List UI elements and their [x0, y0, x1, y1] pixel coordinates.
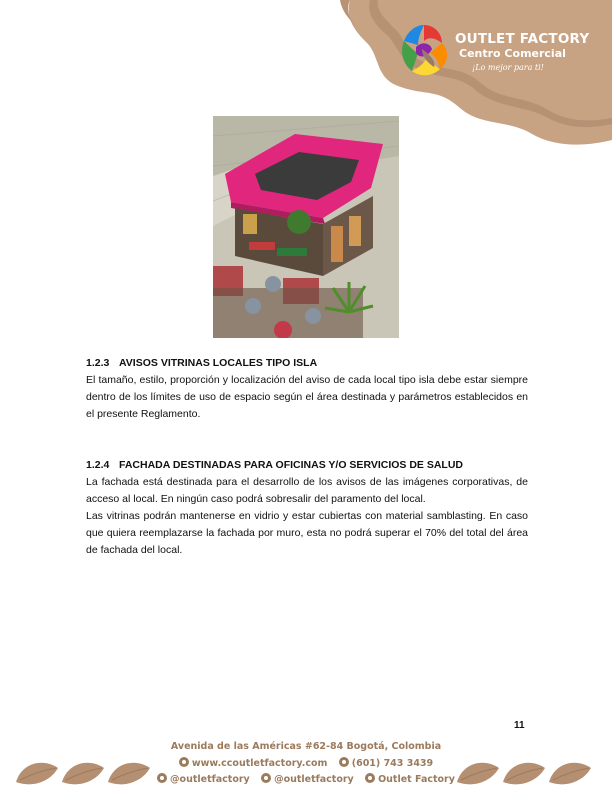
footer-facebook-link[interactable]: Outlet Factory: [378, 774, 455, 785]
instagram-icon: [157, 773, 167, 783]
kiosk-island-photo: [213, 116, 399, 338]
page-number: 11: [514, 720, 525, 731]
section-heading: [86, 357, 317, 369]
section-paragraph: La fachada está destinada para el desarrollo de los avisos de las imágenes corporativas, de acceso al local. En ningún caso podrá sobresalir del paramento del local.: [86, 476, 528, 505]
section-title: FACHADA DESTINADAS PARA OFICINAS Y/O SERVICIOS DE SALUD: [119, 459, 464, 471]
tiktok-icon: [261, 773, 271, 783]
footer-social-line: [0, 773, 612, 785]
facebook-icon: [365, 773, 375, 783]
section-paragraph: Las vitrinas podrán mantenerse en vidrio y estar cubiertas con material samblasting. En caso que quiera reemplazarse la fachada por muro, esta no podrá superar el 70% del total del área de fachada del local.: [86, 510, 528, 556]
section-number: 1.2.3: [86, 357, 110, 369]
brand-title: OUTLET FACTORY: [455, 31, 590, 47]
footer-tiktok-link[interactable]: @outletfactory: [274, 774, 354, 785]
footer-website-link[interactable]: www.ccoutletfactory.com: [191, 758, 328, 769]
globe-icon: [179, 757, 189, 767]
section-title: AVISOS VITRINAS LOCALES TIPO ISLA: [119, 357, 318, 369]
brand-slogan: ¡Lo mejor para ti!: [472, 63, 544, 72]
footer-address: Avenida de las Américas #62-84 Bogotá, Colombia: [170, 741, 442, 752]
brand-subtitle: Centro Comercial: [459, 47, 566, 60]
footer-instagram-link[interactable]: @outletfactory: [170, 774, 250, 785]
footer-phone[interactable]: (601) 743 3439: [351, 758, 434, 769]
brand-logo[interactable]: [395, 22, 610, 82]
section-heading: [86, 459, 463, 471]
section-paragraph: El tamaño, estilo, proporción y localización del aviso de cada local tipo isla debe estar siempre dentro de los límites de uso de espacio según el área destinada y parámetros establecidos en el presente Reglamento.: [86, 374, 528, 420]
footer-contact-line: [0, 757, 612, 769]
section-number: 1.2.4: [86, 459, 110, 471]
brand-mark-icon: [395, 22, 453, 80]
phone-icon: [339, 757, 349, 767]
